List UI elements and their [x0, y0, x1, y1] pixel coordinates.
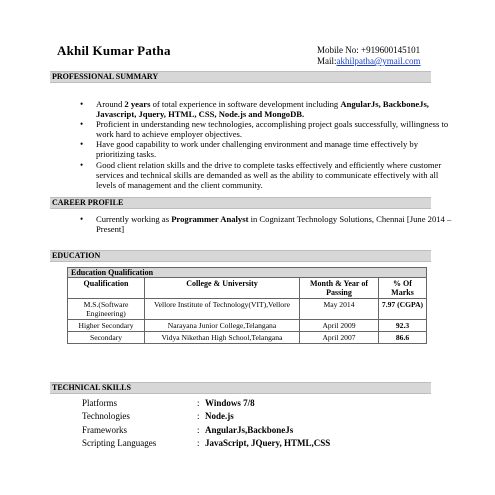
colon-separator: :	[197, 438, 200, 449]
skill-row	[82, 410, 330, 423]
section-header-summary: PROFESSIONAL SUMMARY	[50, 71, 431, 83]
summary-list	[80, 99, 452, 190]
table-cell: Vidya Nikethan High School,Telangana	[145, 332, 300, 344]
table-cell: M.S.(Software Engineering)	[68, 299, 145, 320]
colon-separator: :	[197, 424, 200, 435]
colon-separator: :	[197, 411, 200, 422]
section-header-career: CAREER PROFILE	[50, 197, 431, 209]
section-header-skills: TECHNICAL SKILLS	[50, 382, 431, 394]
table-row	[68, 299, 427, 320]
table-caption-row	[68, 268, 427, 278]
table-cell: Vellore Institute of Technology(VIT),Vellore	[145, 299, 300, 320]
career-text: Currently working as	[96, 214, 172, 224]
table-cell: 92.3	[379, 320, 427, 332]
candidate-name: Akhil Kumar Patha	[57, 43, 171, 58]
mobile-number: Mobile No: +919600145101	[317, 45, 421, 55]
skills-list	[82, 397, 330, 451]
skill-value: Node.js	[205, 411, 234, 422]
skill-label: Frameworks	[82, 424, 127, 435]
summary-text: Around	[96, 99, 125, 109]
table-cell: 7.97 (CGPA)	[379, 299, 427, 320]
skill-label: Technologies	[82, 411, 130, 422]
summary-text: of total experience in software development including	[150, 99, 341, 109]
career-role: Programmer Analyst	[171, 214, 249, 224]
list-item	[80, 214, 452, 234]
table-caption: Education Qualification	[68, 268, 427, 278]
section-header-education: EDUCATION	[50, 250, 431, 262]
table-cell: May 2014	[300, 299, 379, 320]
table-cell: Secondary	[68, 332, 145, 344]
column-header: Month & Year of Passing	[300, 278, 379, 299]
column-header: Qualification	[68, 278, 145, 299]
list-item: • Proficient in understanding new technologies, accomplishing project goals successfully, willingness to work hard to achieve employer objectives.	[80, 119, 452, 139]
list-item: • Good client relation skills and the drive to complete tasks effectively and efficiently where customer services and technical skills are demanded as well as the ability to communicate effectively with all levels of management and the client community.	[80, 160, 452, 190]
skill-label: Scripting Languages	[82, 438, 157, 449]
skill-value: JavaScript, JQuery, HTML,CSS	[205, 438, 331, 449]
table-header-row	[68, 278, 427, 299]
contact-block	[317, 45, 421, 67]
list-item: • Have good capability to work under challenging environment and manage time effectively by prioritizing tasks.	[80, 139, 452, 159]
summary-bold: AngularJs, BackboneJs, Javascript, Jquery, HTML, CSS, Node.js and MongoDB.	[96, 99, 429, 120]
table-row	[68, 332, 427, 344]
email-link[interactable]: akhilpatha@ymail.com	[336, 56, 421, 66]
summary-bold: 2 years	[124, 99, 151, 109]
skill-value: AngularJs,BackboneJs	[205, 424, 294, 435]
table-row	[68, 320, 427, 332]
table-cell: April 2009	[300, 320, 379, 332]
list-item	[80, 99, 452, 119]
skill-row	[82, 437, 330, 450]
table-cell: Higher Secondary	[68, 320, 145, 332]
career-list	[80, 214, 452, 234]
column-header: % Of Marks	[379, 278, 427, 299]
skill-row	[82, 397, 330, 410]
table-cell: 86.6	[379, 332, 427, 344]
career-text: in Cognizant Technology Solutions, Chennai [June 2014 – Present]	[96, 214, 452, 235]
skill-value: Windows 7/8	[205, 398, 255, 408]
table-cell: Narayana Junior College,Telangana	[145, 320, 300, 332]
email-label: Mail:	[317, 56, 337, 66]
table-cell: April 2007	[300, 332, 379, 344]
skill-row	[82, 424, 330, 437]
column-header: College & University	[145, 278, 300, 299]
colon-separator: :	[197, 398, 200, 408]
email-line	[317, 56, 421, 67]
skill-label: Platforms	[82, 398, 117, 408]
education-table	[67, 267, 427, 344]
